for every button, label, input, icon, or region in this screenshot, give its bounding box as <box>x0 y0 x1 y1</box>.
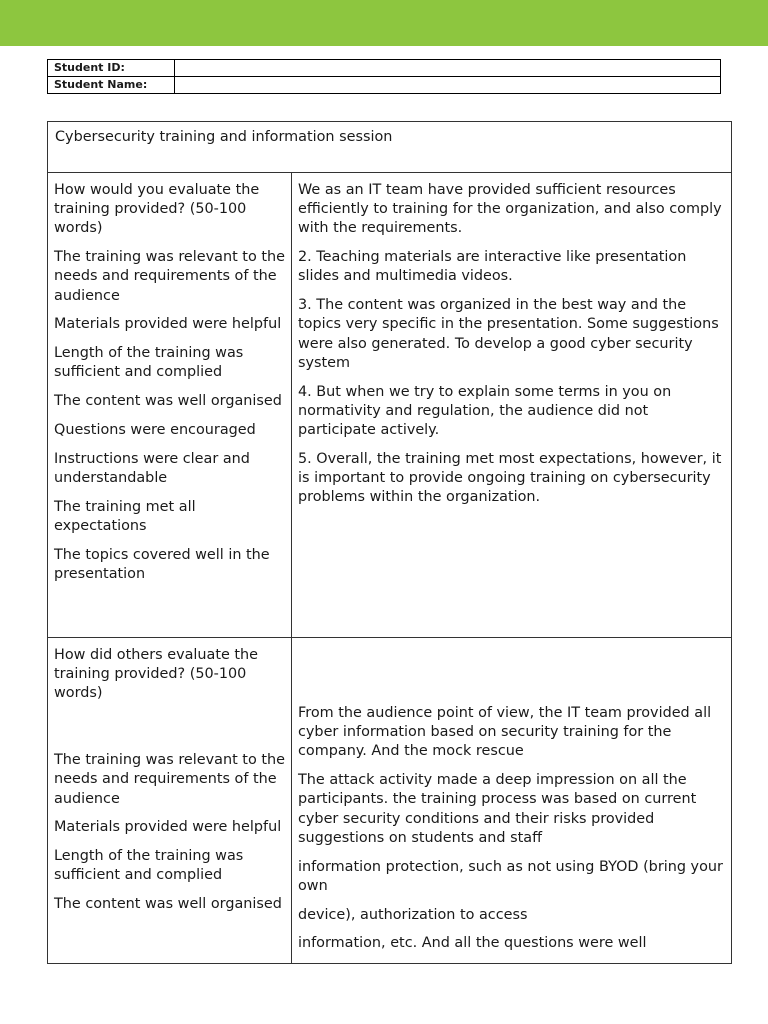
student-id-row <box>48 60 721 77</box>
answer-paragraph: 4. But when we try to explain some terms in you on normativity and regulation, the audience did not participate actively. <box>298 383 672 439</box>
answer-paragraph: 3. The content was organized in the best way and the topics very specific in the presentation. Some suggestions were also generated. To develop a good cyber security system <box>298 297 719 371</box>
student-name-label: Student Name: <box>48 77 175 94</box>
self-evaluation-row <box>48 173 732 638</box>
student-info-table <box>47 59 721 94</box>
criterion-item: Materials provided were helpful <box>54 819 282 836</box>
student-id-label: Student ID: <box>48 60 175 77</box>
table-title: Cybersecurity training and information session <box>48 122 732 173</box>
evaluation-table <box>47 121 732 964</box>
answer-paragraph: 5. Overall, the training met most expectations, however, it is important to provide ongoing training on cybersecurity problems within the organization. <box>298 450 722 506</box>
self-evaluation-answer[interactable] <box>292 173 732 638</box>
criterion-item: The content was well organised <box>54 393 282 410</box>
answer-paragraph: 2. Teaching materials are interactive like presentation slides and multimedia videos. <box>298 249 687 285</box>
header-bar <box>0 0 768 46</box>
spacer <box>54 713 285 751</box>
others-evaluation-criteria <box>48 638 292 964</box>
self-evaluation-criteria <box>48 173 292 638</box>
student-name-field[interactable] <box>175 77 721 94</box>
title-row <box>48 122 732 173</box>
criterion-item: The content was well organised <box>54 896 282 913</box>
answer-paragraph: The attack activity made a deep impression on all the participants. the training process was based on current cyber security conditions and their risks provided suggestions on students and staff <box>298 772 697 846</box>
criterion-item: Instructions were clear and understandable <box>54 450 250 486</box>
answer-paragraph: information, etc. And all the questions were well <box>298 935 647 952</box>
criterion-item: Questions were encouraged <box>54 422 256 438</box>
answer-paragraph: device), authorization to access <box>298 906 528 923</box>
criterion-item: The training was relevant to the needs and requirements of the audience <box>54 249 285 304</box>
criterion-item: The topics covered well in the presentation <box>54 546 270 582</box>
student-id-field[interactable] <box>175 60 721 77</box>
criterion-item: Materials provided were helpful <box>54 316 282 333</box>
criterion-item: Length of the training was sufficient and complied <box>54 345 244 381</box>
answer-paragraph: From the audience point of view, the IT team provided all cyber information based on security training for the company. And the mock rescue <box>298 705 712 760</box>
answer-paragraph: We as an IT team have provided sufficient resources efficiently to training for the organization, and also comply with the requirements. <box>298 182 722 237</box>
student-name-row <box>48 77 721 94</box>
answer-paragraph: information protection, such as not using BYOD (bring your own <box>298 858 723 894</box>
criterion-item: Length of the training was sufficient and complied <box>54 848 244 884</box>
others-evaluation-answer[interactable] <box>292 638 732 964</box>
others-evaluation-row <box>48 638 732 964</box>
others-evaluation-question: How did others evaluate the training provided? (50-100 words) <box>54 647 259 702</box>
criterion-item: The training met all expectations <box>54 498 196 534</box>
self-evaluation-question: How would you evaluate the training provided? (50-100 words) <box>54 182 260 237</box>
criterion-item: The training was relevant to the needs and requirements of the audience <box>54 752 285 807</box>
